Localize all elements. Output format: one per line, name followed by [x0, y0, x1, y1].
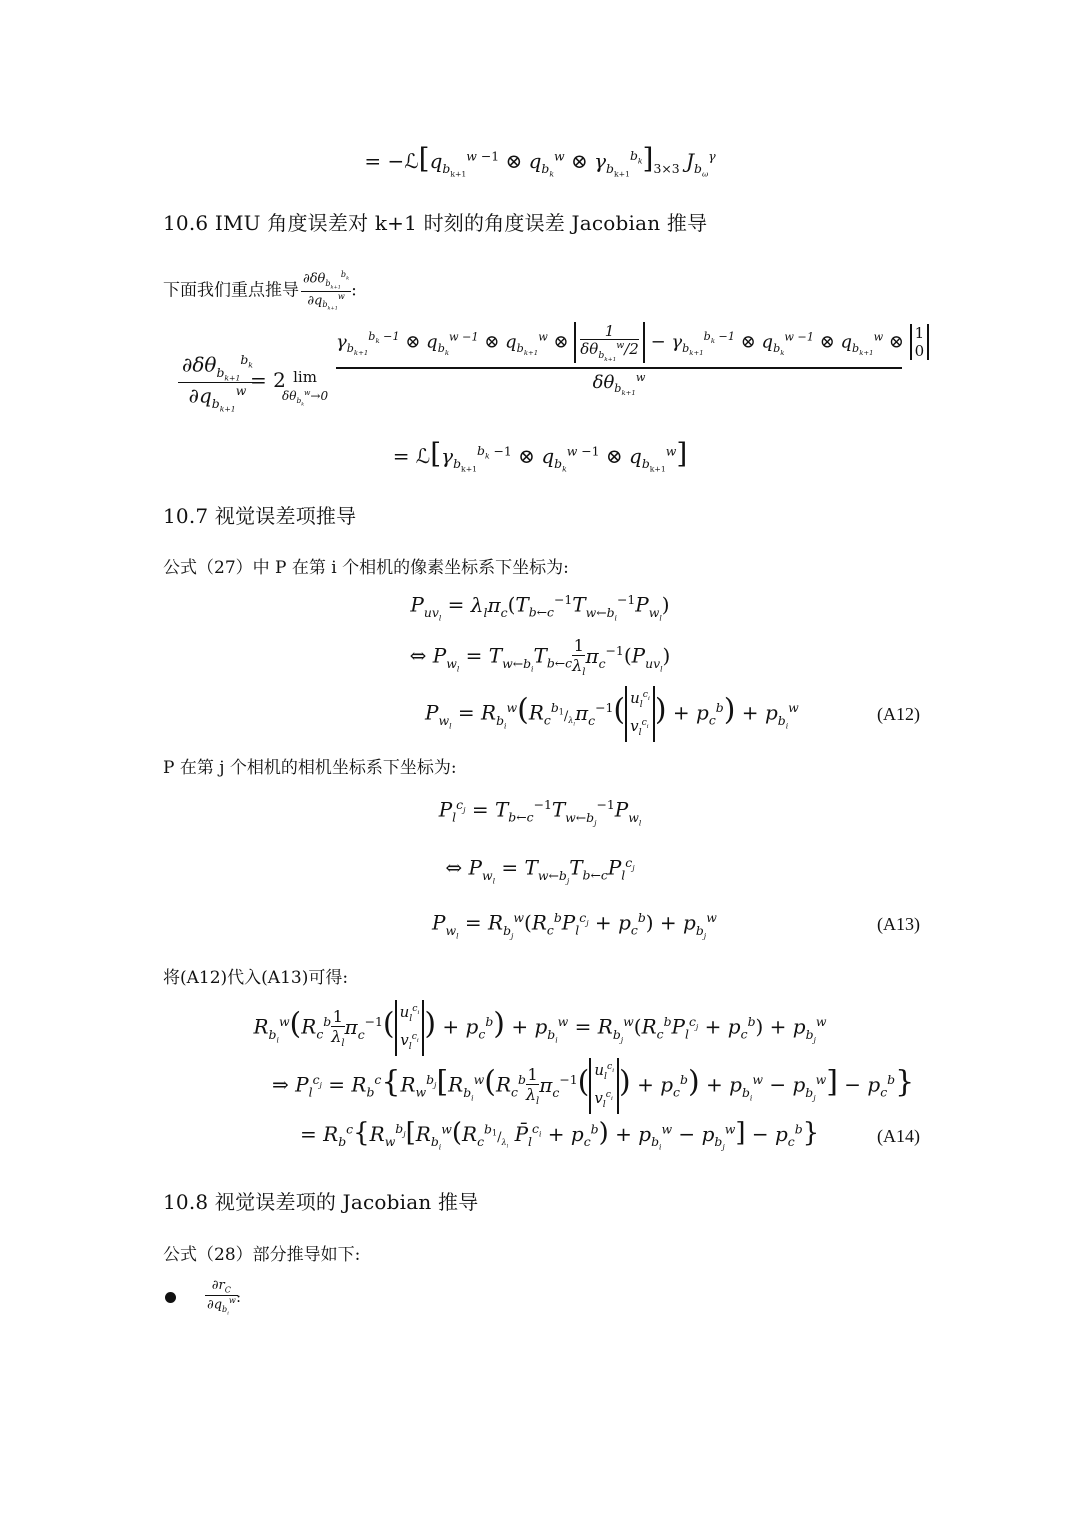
equation-e9: = $R_b^c\{R_w^{b_j}[R_{b_i}^w(R_c^{b1}/_{\lambda_l}$ $P̄_l^{c_i} + p_c^b) + p_{b_i}^w - p_{b_j}^w] - p_c^b$} [300, 1118, 820, 1152]
equation-e1: $P_{uv_l} = \lambda_l\pi_c(T_{b\leftarrow c}^{-1}T_{w\leftarrow b_i}^{-1}P_{w_l})$ [410, 592, 670, 623]
bullet-colon: : [236, 1288, 242, 1306]
paragraph-10-7-sub: 将(A12)代入(A13)可得: [163, 968, 349, 988]
paragraph-10-7-intro: 公式（27）中 P 在第 i 个相机的像素坐标系下坐标为: [163, 558, 569, 578]
equation-e7: $R_{b_i}^w(R_c^b$ $\frac{1}{\lambda_l}\pi_c^{-1}$( $u_l^{c_i}$ $v_l^{c_i}$ ) + $p_c^b) + p_{b_i}^w = R_{b_j}^w(R_c^bP_l^{c_j} + p_c^b) + p_{b_j}^w$ [0, 1000, 1080, 1056]
intro-text: 下面我们重点推导 [163, 280, 299, 301]
equation-e3: $P_{w_l} = R_{b_i}^w(R_c^{b1}/_{\lambda_l}\pi_c^{-1}$( $u_l^{c_i}$ $v_l^{c_i}$ ) + $p_c^b) + p_{b_i}^w$ [425, 686, 799, 742]
paragraph-10-6-intro: 下面我们重点推导 $\partial\delta\theta_{b_{k+1}}^{b_k}$ $\partial q_{b_{k+1}}^w$ : [163, 270, 357, 313]
equation-number-a12: (A12) [877, 704, 920, 724]
equation-10-6-main: $\partial\delta\theta_{b_{k+1}}^{b_k}$ $\partial q_{b_{k+1}}^w$ = 2 lim $\delta\theta_{b_k}^w\to 0$ $\gamma_{b_{k+1}}^{b_k -1}$ ⊗ $q_{b_k}^{w -1}$ ⊗ $q_{b_{k+1}}^w$ ⊗ 1 $\delta\theta_{b_{k+1}}^w/2 - \gamma_{b_{k+1}}^{b_k -1}$ ⊗ $q_{b_k}^{w -1}$ ⊗ $q_{b_{k+1}}^w$ ⊗ 1 0 $\delta\theta_{b_{k+1}}^w$ [178, 322, 908, 412]
equation-10-6-result: = $ℒ[\gamma_{b_{k+1}}^{b_k -1}$ ⊗ $q_{b_k}^{w -1}$ ⊗ $q_{b_{k+1}}^w$] [392, 437, 688, 474]
equation-e8: ⇒ $P_l^{c_j} = R_b^c\{R_w^{b_j}[R_{b_i}^w(R_c^b$ $\frac{1}{\lambda_l}\pi_c^{-1}$( $u_l^{c_i}$ $v_l^{c_i}$ ) + $p_c^b) + p_{b_i}^w - p_{b_j}^w] - p_c^b$} [272, 1058, 914, 1114]
bullet-fraction: $\partial r_C$ $\partial q_{b_i}^w$ [207, 1278, 236, 1317]
section-heading-10-8: 10.8 视觉误差项的 Jacobian 推导 [163, 1190, 479, 1214]
paragraph-10-8-intro: 公式（28）部分推导如下: [163, 1245, 361, 1265]
paragraph-10-7-j: P 在第 j 个相机的相机坐标系下坐标为: [163, 758, 457, 778]
equation-e5: ⇔ $P_{w_l} = T_{w\leftarrow b_j}T_{b\leftarrow c}P_l^{c_j}$ [445, 855, 635, 886]
equation-e6: $P_{w_l} = R_{b_j}^w(R_c^bP_l^{c_j} + p_c^b) + p_{b_j}^w$ [432, 910, 717, 941]
equation-e2: ⇔ $P_{w_l} = T_{w\leftarrow b_i}T_{b\leftarrow c}$ $\frac{1}{\lambda_l}\pi_c^{-1}(P_{uv_l})$ [409, 636, 671, 679]
section-heading-10-6: 10.6 IMU 角度误差对 k+1 时刻的角度误差 Jacobian 推导 [163, 211, 708, 235]
equation-e4: $P_l^{c_j} = T_{b\leftarrow c}^{-1}T_{w\leftarrow b_j}^{-1}P_{w_l}$ [438, 797, 642, 828]
bullet-icon [165, 1292, 176, 1303]
equation-number-a14: (A14) [877, 1126, 920, 1146]
section-heading-10-7: 10.7 视觉误差项推导 [163, 504, 357, 528]
equation-top: = $-ℒ[q_{b_{k+1}}^{w -1}$ ⊗ $q_{b_k}^w$ ⊗ $\gamma_{b_{k+1}}^{b_k}]_{3\times 3}$ $J_{b_\omega}^\gamma$ [364, 142, 716, 179]
equation-number-a13: (A13) [877, 914, 920, 934]
